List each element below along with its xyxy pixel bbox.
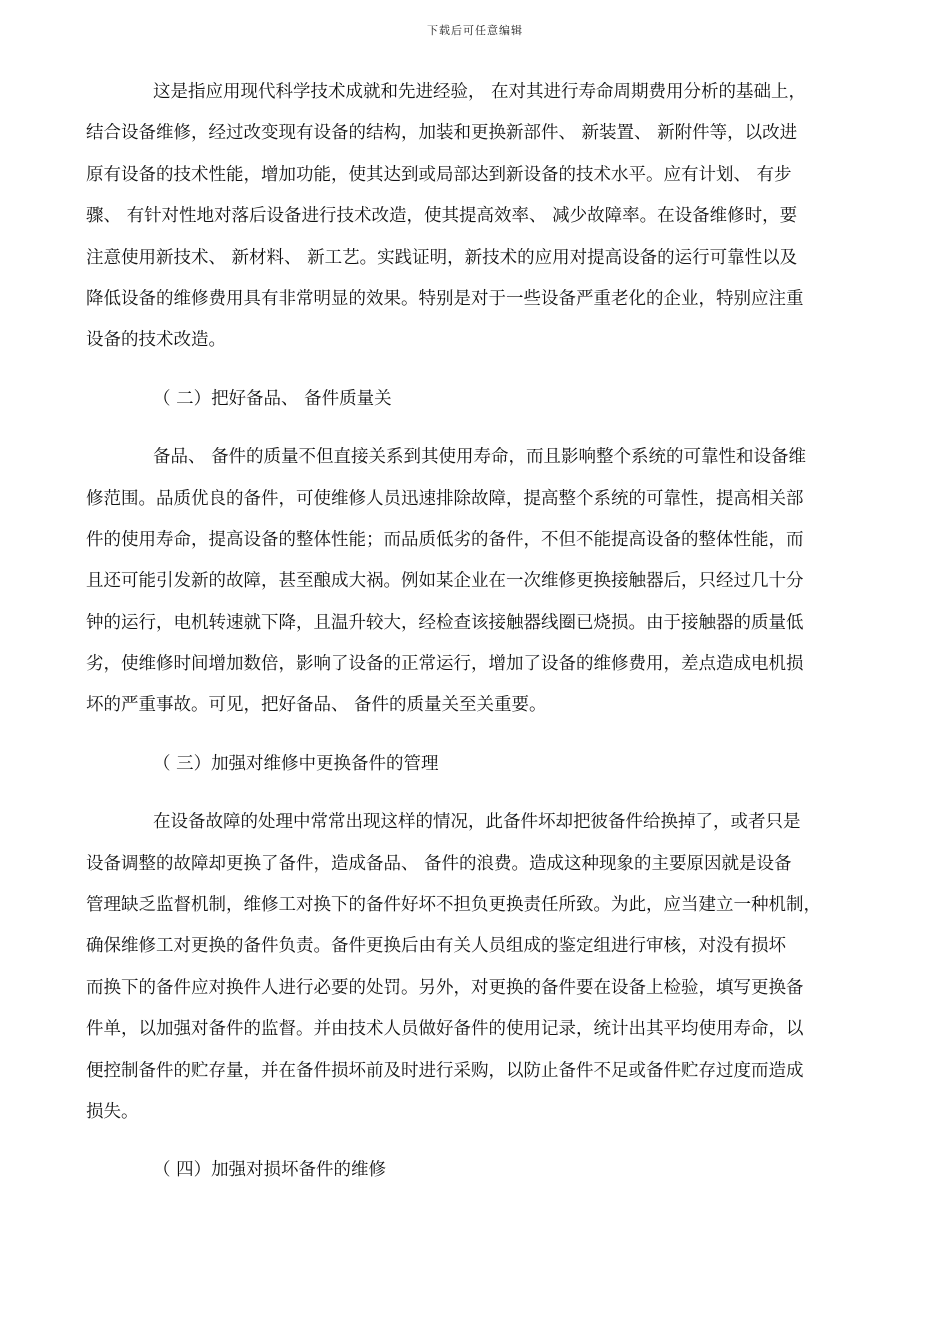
paragraph-line: 修范围。品质优良的备件，可使维修人员迅速排除故障，提高整个系统的可靠性，提高相关部 <box>86 488 804 509</box>
section-gap <box>86 362 878 379</box>
paragraph-line: 劣，使维修时间增加数倍，影响了设备的正常运行，增加了设备的维修费用，差点造成电机损 <box>86 654 804 675</box>
paragraph-line: 件的使用寿命，提高设备的整体性能；而品质低劣的备件，不但不能提高设备的整体性能，而 <box>86 529 804 550</box>
paragraph-line: 在设备故障的处理中常常出现这样的情况，此备件坏却把彼备件给换掉了，或者只是 <box>153 812 801 833</box>
section-gap <box>86 727 878 744</box>
paragraph-technical-renovation <box>86 72 878 362</box>
paragraph-line: 坏的严重事故。可见，把好备品、 备件的质量关至关重要。 <box>86 695 547 716</box>
paragraph-line: 这是指应用现代科学技术成就和先进经验， 在对其进行寿命周期费用分析的基础上， <box>153 82 807 102</box>
section-heading-3: （ 三）加强对维修中更换备件的管理 <box>153 753 439 774</box>
paragraph-line: 设备调整的故障却更换了备件，造成备品、 备件的浪费。造成这种现象的主要原因就是设备 <box>86 853 792 874</box>
paragraph-line: 钟的运行，电机转速就下降，且温升较大，经检查该接触器线圈已烧损。由于接触器的质量低 <box>86 612 804 633</box>
paragraph-line: 注意使用新技术、 新材料、 新工艺。实践证明，新技术的应用对提高设备的运行可靠性以及 <box>86 247 798 268</box>
paragraph-line: 原有设备的技术性能，增加功能，使其达到或局部达到新设备的技术水平。应有计划、 有步 <box>86 164 792 185</box>
paragraph-spare-parts-quality <box>86 437 878 727</box>
section-gap <box>86 1133 878 1150</box>
paragraph-line: 设备的技术改造。 <box>86 330 226 351</box>
paragraph-line: 损失。 <box>86 1101 139 1122</box>
paragraph-line: 管理缺乏监督机制，维修工对换下的备件好坏不担负更换责任所致。为此，应当建立一种机制， <box>86 895 821 916</box>
paragraph-line: 备品、 备件的质量不但直接关系到其使用寿命，而且影响整个系统的可靠性和设备维 <box>153 447 807 468</box>
paragraph-line: 确保维修工对更换的备件负责。备件更换后由有关人员组成的鉴定组进行审核，对没有损坏 <box>86 936 786 957</box>
paragraph-replacement-management <box>86 802 878 1133</box>
document-body <box>86 72 878 1192</box>
page-header-note: 下载后可任意编辑 <box>427 24 523 37</box>
paragraph-line: 降低设备的维修费用具有非常明显的效果。特别是对于一些设备严重老化的企业，特别应注重 <box>86 288 804 309</box>
section-gap <box>86 420 878 437</box>
paragraph-line: 骤、 有针对性地对落后设备进行技术改造，使其提高效率、 减少故障率。在设备维修时，要 <box>86 206 798 227</box>
paragraph-line: 而换下的备件应对换件人进行必要的处罚。另外，对更换的备件要在设备上检验，填写更换备 <box>86 977 804 998</box>
section-heading-4: （ 四）加强对损坏备件的维修 <box>153 1160 387 1181</box>
section-gap <box>86 785 878 802</box>
paragraph-line: 且还可能引发新的故障，甚至酿成大祸。例如某企业在一次维修更换接触器后，只经过几十分 <box>86 571 804 592</box>
paragraph-line: 件单，以加强对备件的监督。并由技术人员做好备件的使用记录，统计出其平均使用寿命，以 <box>86 1019 804 1040</box>
paragraph-line: 结合设备维修，经过改变现有设备的结构，加装和更换新部件、 新装置、 新附件等，以改进 <box>86 123 798 144</box>
paragraph-line: 便控制备件的贮存量，并在备件损坏前及时进行采购，以防止备件不足或备件贮存过度而造成 <box>86 1060 804 1081</box>
section-heading-2: （ 二）把好备品、 备件质量关 <box>153 388 392 409</box>
